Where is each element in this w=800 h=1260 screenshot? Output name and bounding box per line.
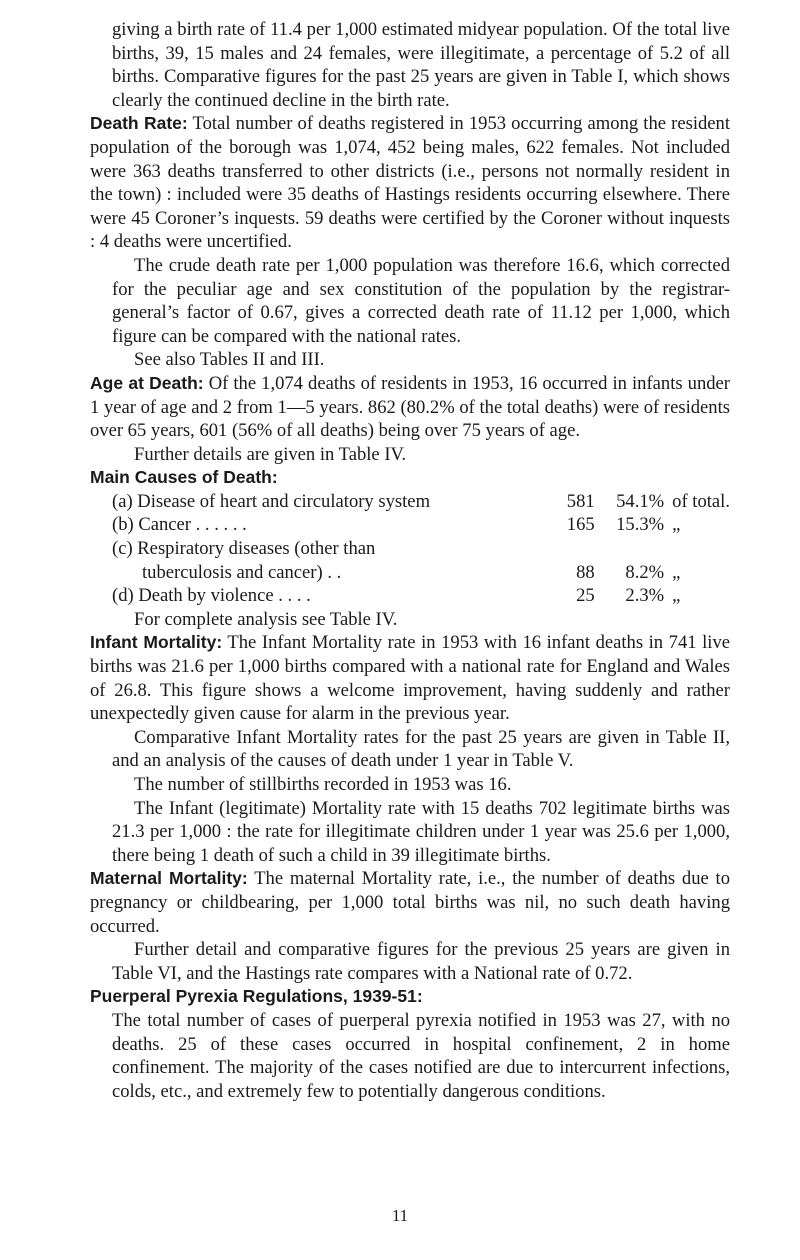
infant-mortality-text: The Infant Mortality rate in 1953 with 16 infant deaths in 741 live births was 21.6 per 1,000 births compared with a national rate for England and Wales of 26.8. This figure shows a welcome improvement, having suddenly and rather unexpectedly given cause for alarm in the previous year. [90, 632, 731, 725]
puerperal-text: The total number of cases of puerperal pyrexia notified in 1953 was 27, with no deaths. 25 of these cases occurred in hospital confinement, 2 in home confinement. The majority of the cases notified are due to intercurrent infections, colds, etc., and extremely few to potentially dangerous conditions. [112, 1009, 730, 1102]
maternal-mortality-text: The maternal Mortality rate, i.e., the number of deaths due to pregnancy or childbearing, per 1,000 total births was nil, no such death having occurred. [90, 868, 731, 937]
infant-mortality-paragraph-2: Comparative Infant Mortality rates for the past 25 years are given in Table II, and an analysis of the causes of death under 1 year in Table V. [112, 726, 730, 772]
main-causes-heading: Main Causes of Death: [90, 467, 278, 488]
death-rate-heading: Death Rate: [90, 113, 188, 134]
death-rate-section [90, 112, 730, 372]
cause-count: 88 [576, 561, 595, 583]
infant-mortality-section [90, 631, 730, 867]
main-causes-section [90, 466, 730, 631]
puerperal-section [90, 985, 730, 1103]
cause-label: (d) Death by violence . . . . [112, 585, 311, 607]
cause-count [549, 537, 595, 561]
cause-tail [664, 537, 730, 561]
cause-tail: „ [672, 585, 681, 607]
cause-tail: „ [672, 514, 681, 536]
intro-paragraph: giving a birth rate of 11.4 per 1,000 estimated midyear population. Of the total live births, 39, 15 males and 24 females, were illegitimate, a percentage of 5.2 of all births. Comparative figures for the past 25 years are given in Table I, which shows clearly the continued decline in the birth rate. [112, 19, 730, 111]
maternal-mortality-paragraph-2: Further detail and comparative figures for the previous 25 years are given in Table VI, and the Hastings rate compares with a National rate of 0.72. [112, 939, 730, 984]
death-rate-text: Total number of deaths registered in 1953 occurring among the resident population of the borough was 1,074, 452 being males, 622 females. Not included were 363 deaths transferred to other districts (i.e., persons not normally resident in the town) : included were 35 deaths of Hastings residents occurring elsewhere. There were 45 Coroner’s inquests. 59 deaths were certified by the Coroner without inquests : 4 deaths were uncertified. [90, 113, 731, 253]
main-causes-table [112, 490, 730, 608]
cause-label: (c) Respiratory diseases (other than [112, 538, 376, 560]
table-row [112, 490, 730, 514]
cause-count: 165 [566, 514, 595, 536]
table-row [112, 561, 730, 585]
cause-count: 25 [576, 585, 595, 607]
infant-mortality-heading: Infant Mortality: [90, 632, 223, 653]
puerperal-heading: Puerperal Pyrexia Regulations, 1939-51: [90, 986, 423, 1007]
cause-percent [595, 537, 665, 561]
cause-percent: 2.3% [625, 585, 665, 607]
table-row [112, 584, 730, 608]
table-row [112, 513, 730, 537]
main-causes-footnote: For complete analysis see Table IV. [134, 608, 398, 630]
cause-percent: 15.3% [616, 514, 665, 536]
cause-count: 581 [566, 490, 595, 512]
maternal-mortality-section [90, 867, 730, 985]
age-at-death-heading: Age at Death: [90, 372, 204, 393]
cause-label: (b) Cancer . . . . . . [112, 514, 247, 536]
death-rate-paragraph-3: See also Tables II and III. [134, 349, 325, 371]
infant-mortality-paragraph-3: The number of stillbirths recorded in 1953 was 16. [134, 774, 512, 795]
cause-tail: of total. [672, 490, 730, 512]
age-at-death-section [90, 372, 730, 466]
cause-percent: 8.2% [625, 561, 665, 583]
age-at-death-paragraph-2: Further details are given in Table IV. [134, 443, 407, 465]
death-rate-paragraph-2: The crude death rate per 1,000 population was therefore 16.6, which corrected for the peculiar age and sex constitution of the population by the registrar-general’s factor of 0.67, gives a corrected death rate of 11.12 per 1,000, which figure can be compared with the national rates. [112, 254, 730, 347]
cause-percent: 54.1% [616, 490, 665, 512]
maternal-mortality-heading: Maternal Mortality: [90, 868, 248, 889]
age-at-death-text: Of the 1,074 deaths of residents in 1953, 16 occurred in infants under 1 year of age and 2 from 1—5 years. 862 (80.2% of the total deaths) were of residents over 65 years, 601 (56% of all deaths) being over 75 years of age. [90, 372, 730, 442]
infant-mortality-paragraph-4: The Infant (legitimate) Mortality rate with 15 deaths 702 legitimate births was 21.3 per 1,000 : the rate for illegitimate children under 1 year was 25.6 per 1,000, there being 1 death of such a child in 39 illegitimate births. [112, 797, 730, 866]
cause-tail: „ [672, 561, 681, 583]
table-row [112, 537, 730, 561]
page-number: 11 [391, 1206, 409, 1225]
cause-label: tuberculosis and cancer) . . [142, 561, 342, 583]
cause-label: (a) Disease of heart and circulatory system [112, 490, 431, 512]
